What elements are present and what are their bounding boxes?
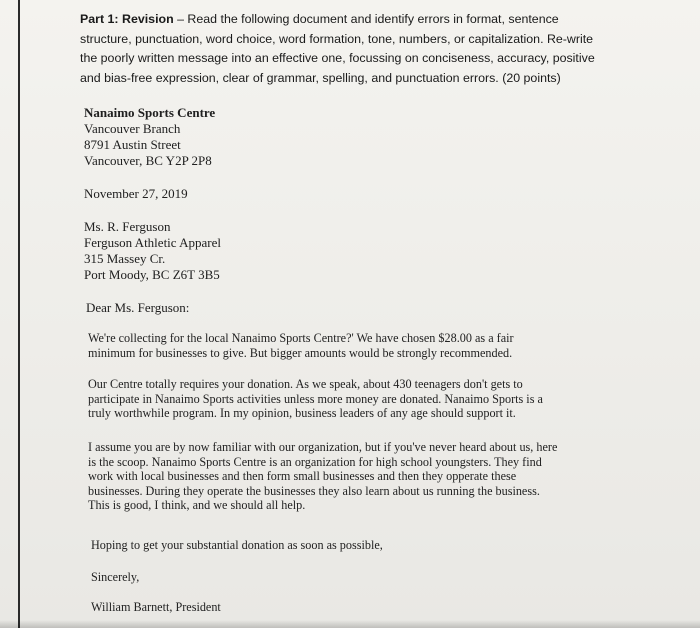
body-line: I assume you are by now familiar with our organization, but if you've never heard about us, here [88, 440, 558, 454]
sender-branch: Vancouver Branch [84, 121, 181, 136]
recipient-address [84, 219, 221, 283]
body-line: truly worthwhile program. In my opinion, business leaders of any age should support it. [88, 406, 516, 420]
body-line: work with local businesses and then form small businesses and then they opperate these [88, 469, 517, 483]
signature: William Barnett, President [91, 600, 221, 614]
recipient-city: Port Moody, BC Z6T 3B5 [84, 267, 220, 282]
instructions-line: – Read the following document and identify errors in format, sentence [173, 12, 559, 26]
body-line: Our Centre totally requires your donation. As we speak, about 430 teenagers don't gets to [88, 377, 523, 391]
instructions-paragraph [80, 10, 665, 88]
letter-date: November 27, 2019 [84, 186, 188, 201]
recipient-company: Ferguson Athletic Apparel [84, 235, 221, 250]
instructions-line: and bias-free expression, clear of grammar, spelling, and punctuation errors. (20 points) [80, 70, 561, 85]
complimentary-close: Sincerely, [91, 570, 140, 584]
body-paragraph-3 [88, 440, 557, 513]
sender-city: Vancouver, BC Y2P 2P8 [84, 153, 212, 168]
part-label: Part 1: Revision [80, 12, 174, 26]
recipient-street: 315 Massey Cr. [84, 251, 166, 266]
recipient-name: Ms. R. Ferguson [84, 219, 171, 234]
body-line: This is good, I think, and we should all help. [88, 498, 306, 512]
body-line: minimum for businesses to give. But bigger amounts would be strongly recommended. [88, 345, 513, 360]
closing-line: Hoping to get your substantial donation as soon as possible, [91, 538, 383, 552]
body-line: We're collecting for the local Nanaimo Sports Centre?' We have chosen $28.00 as a fair [88, 331, 514, 345]
body-line: participate in Nanaimo Sports activities unless more money are donated. Nanaimo Sports is a [88, 391, 543, 406]
sender-name: Nanaimo Sports Centre [84, 105, 216, 120]
page-left-border [18, 0, 20, 628]
page-bottom-shadow [0, 620, 700, 628]
instructions-line: structure, punctuation, word choice, word formation, tone, numbers, or capitalization. Re-write [80, 31, 594, 46]
sender-address [84, 105, 215, 169]
instructions-line: the poorly written message into an effective one, focussing on conciseness, accuracy, positive [80, 51, 595, 65]
salutation: Dear Ms. Ferguson: [86, 300, 190, 315]
sender-street: 8791 Austin Street [84, 137, 181, 152]
body-paragraph-1 [88, 331, 514, 360]
body-paragraph-2 [88, 377, 543, 421]
body-line: is the scoop. Nanaimo Sports Centre is an organization for high school youngsters. They find [88, 454, 542, 469]
body-line: businesses. During they operate the businesses they also learn about us running the business. [88, 483, 540, 498]
